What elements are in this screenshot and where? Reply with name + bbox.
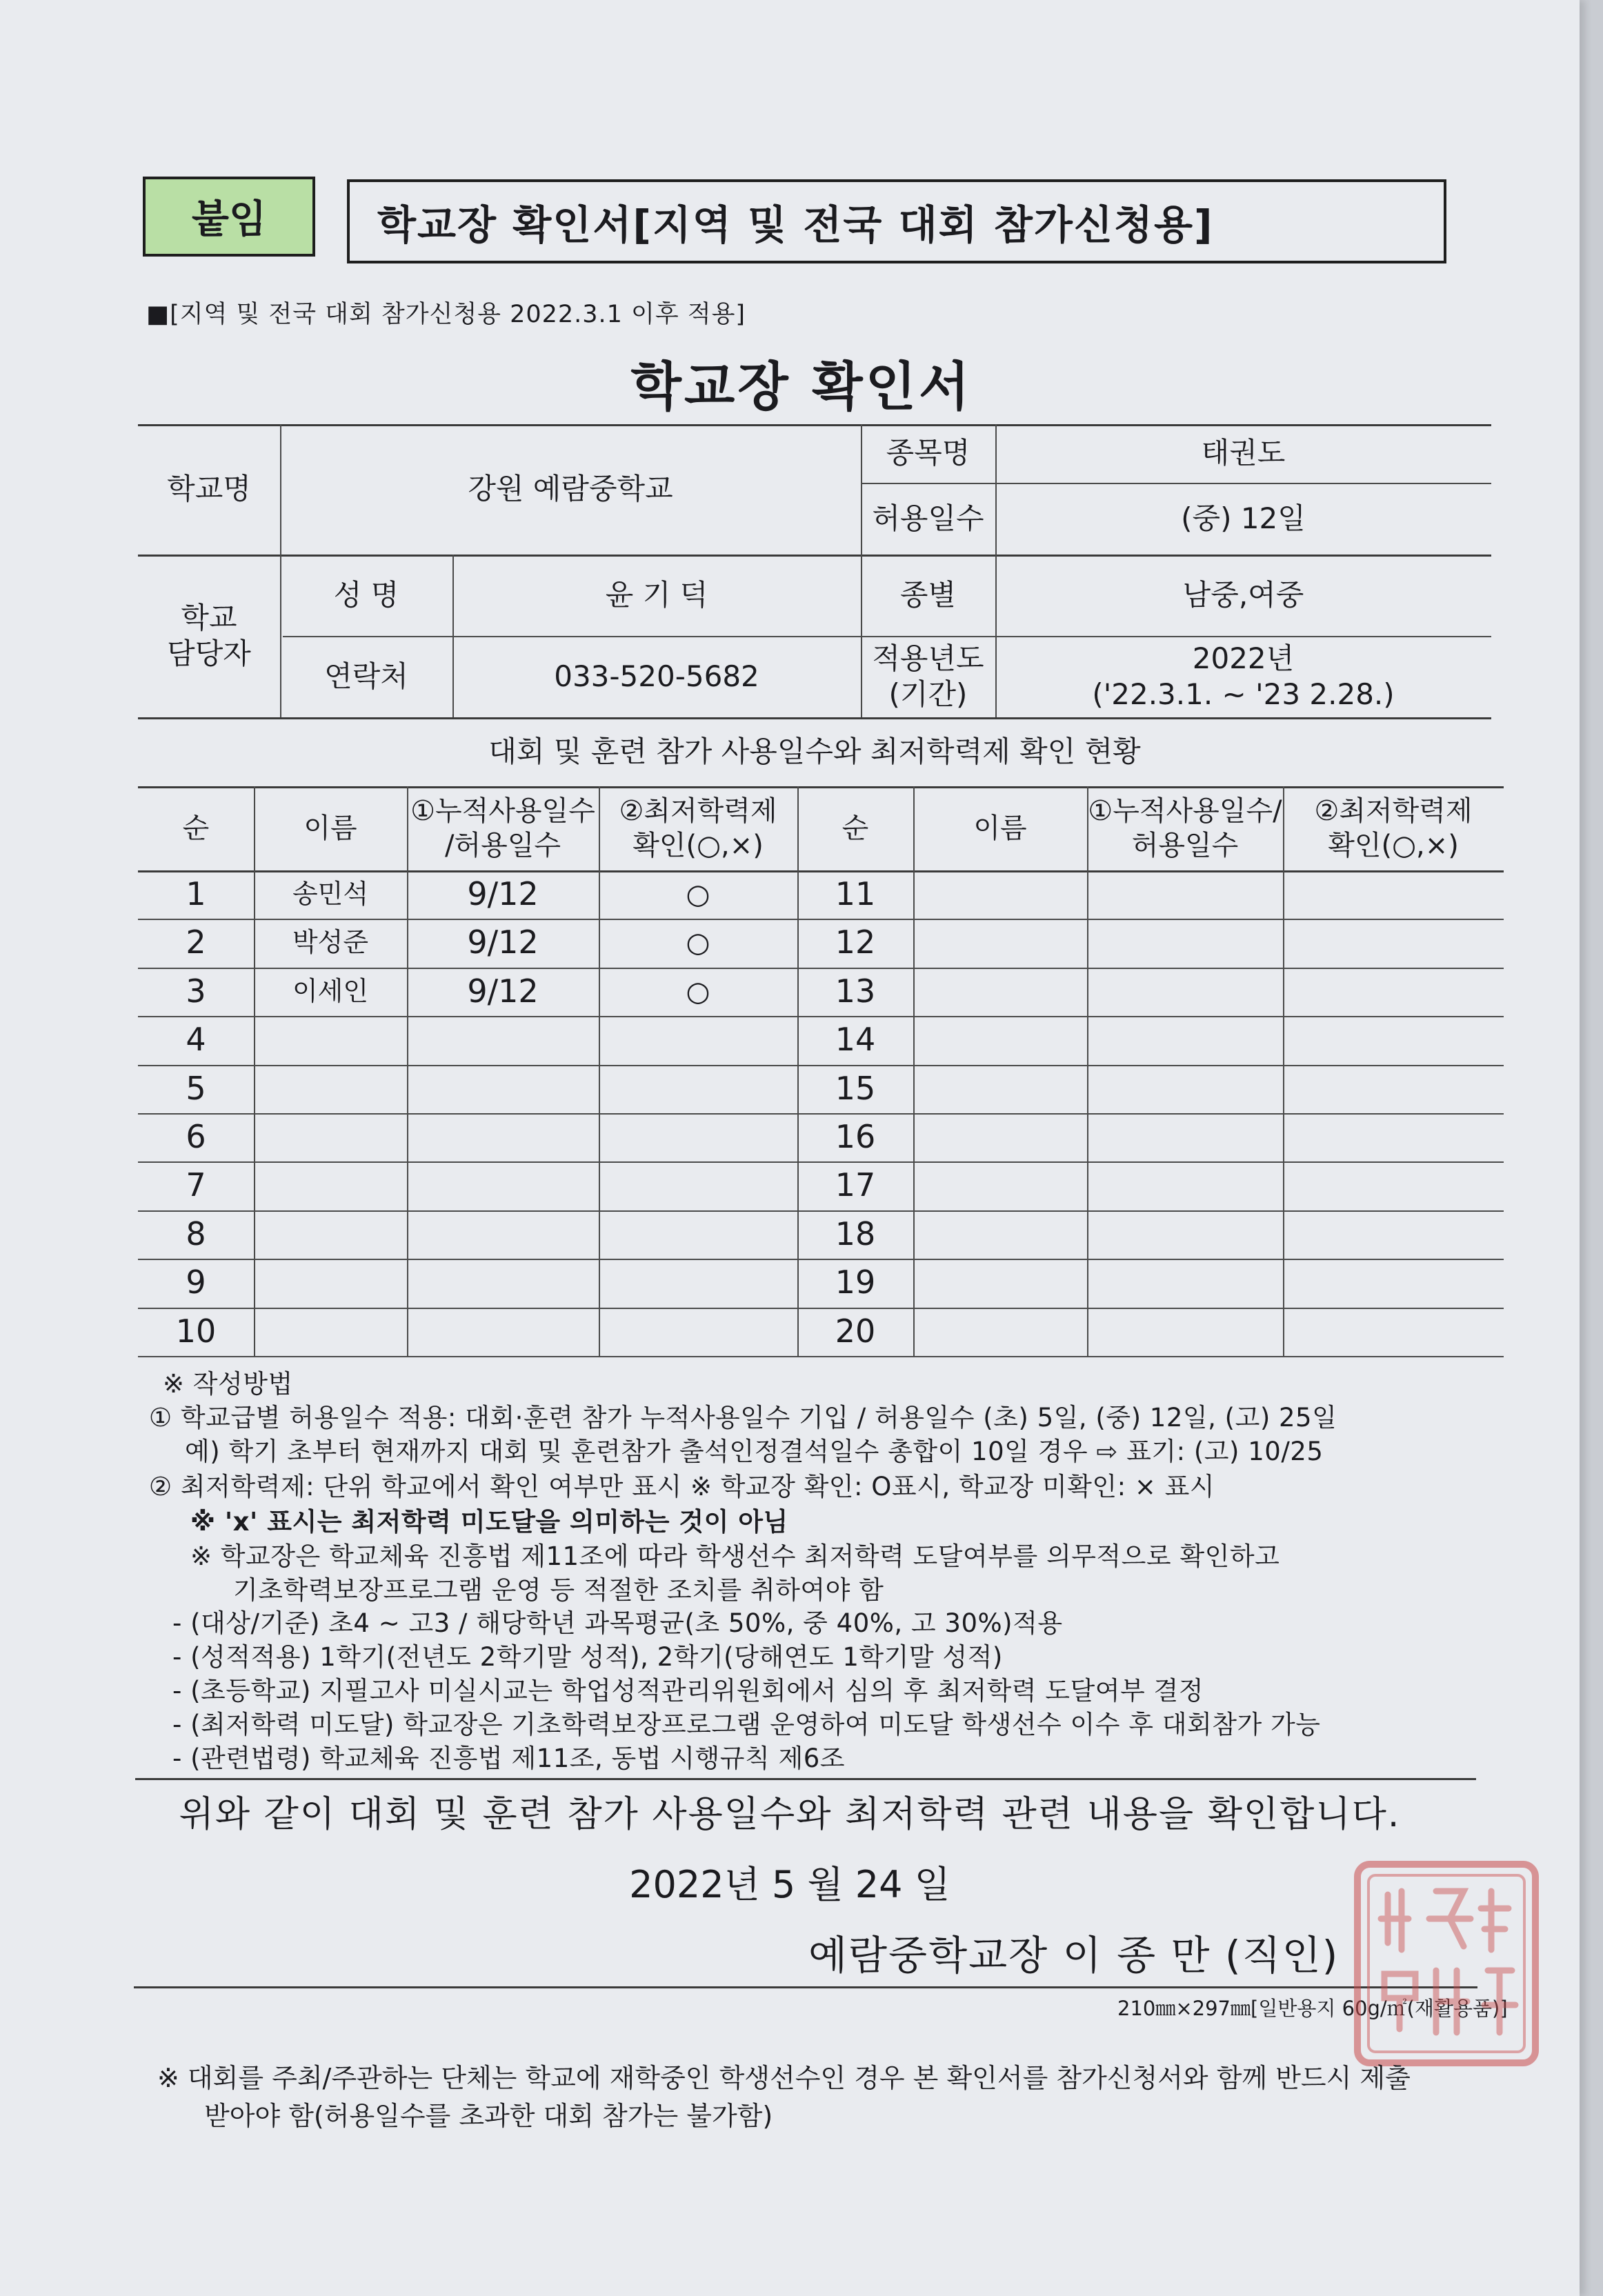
table-rule <box>138 1356 1504 1357</box>
manager-name-label: 성 명 <box>333 577 399 612</box>
academic-check: ○ <box>686 879 710 910</box>
academic-check <box>599 1016 797 1064</box>
note-1: ① 학교급별 허용일수 적용: 대회·훈련 참가 누적사용일수 기입 / 허용일수 (초) 5일, (중) 12일, (고) 25일 <box>149 1403 1337 1432</box>
academic-check <box>599 1161 797 1210</box>
academic-check: ○ <box>686 976 710 1008</box>
sport-label: 종목명 <box>886 436 970 470</box>
official-seal-stamp <box>1353 1860 1540 2067</box>
row-number: 8 <box>186 1215 206 1253</box>
table-header-right: ②최저학력제 확인(○,×) <box>1314 795 1473 861</box>
table-header-left: 이름 <box>303 812 357 844</box>
row-number: 10 <box>175 1312 217 1350</box>
detail-target: - (대상/기준) 초4 ~ 고3 / 해당학년 과목평균(초 50%, 중 40%, 고 30%)적용 <box>172 1608 1063 1638</box>
footnote <box>157 2059 1411 2135</box>
row-number: 14 <box>835 1021 876 1059</box>
row-number: 2 <box>186 924 206 961</box>
table-rule <box>1283 786 1284 1356</box>
confirmation-date: 2022년 5 월 24 일 <box>629 1863 950 1906</box>
row-number: 16 <box>835 1118 876 1156</box>
academic-check <box>599 1065 797 1113</box>
row-number: 18 <box>835 1215 876 1253</box>
student-name: 이세인 <box>292 976 369 1007</box>
table-header-right: 이름 <box>973 812 1027 844</box>
student-name <box>254 1016 407 1064</box>
category-label: 종별 <box>899 577 957 612</box>
row-number: 13 <box>835 972 876 1010</box>
table-header-left: ②최저학력제 확인(○,×) <box>619 795 777 861</box>
row-number: 6 <box>186 1118 206 1156</box>
used-days <box>407 1308 599 1356</box>
used-days <box>407 1065 599 1113</box>
header-title: 학교장 확인서[지역 및 전국 대회 참가신청용] <box>347 179 1446 263</box>
student-name <box>254 1113 407 1161</box>
principal-signature-line: 예람중학교장 이 종 만 (직인) <box>808 1932 1340 1979</box>
apply-year-value: 2022년 ('22.3.1. ~ '23 2.28.) <box>1092 641 1395 711</box>
allowed-days-label: 허용일수 <box>872 501 984 535</box>
used-days: 9/12 <box>467 875 539 913</box>
note-1-example: 예) 학기 초부터 현재까지 대회 및 훈련참가 출석인정결석일수 총합이 10일 경우 ⇨ 표기: (고) 10/25 <box>185 1437 1324 1466</box>
confirmation-statement: 위와 같이 대회 및 훈련 참가 사용일수와 최저학력 관련 내용을 확인합니다. <box>179 1794 1401 1835</box>
manager-name-value: 윤 기 덕 <box>605 577 708 612</box>
table-rule <box>1087 786 1088 1356</box>
note-2: ② 최저학력제: 단위 학교에서 확인 여부만 표시 ※ 학교장 확인: O표시, 학교장 미확인: × 표시 <box>149 1472 1215 1501</box>
academic-check <box>599 1308 797 1356</box>
apply-year-label: 적용년도 (기간) <box>872 641 984 711</box>
note-2-duty-cont: 기초학력보장프로그램 운영 등 적절한 조치를 취하여야 함 <box>233 1575 884 1605</box>
table-header-right: 순 <box>842 812 869 844</box>
status-title: 대회 및 훈련 참가 사용일수와 최저학력제 확인 현황 <box>488 734 1141 768</box>
used-days: 9/12 <box>467 924 539 961</box>
school-name-label: 학교명 <box>167 472 251 506</box>
used-days <box>407 1113 599 1161</box>
student-name: 박성준 <box>292 927 369 958</box>
row-number: 4 <box>186 1021 206 1059</box>
manager-label: 학교 담당자 <box>167 600 251 670</box>
row-number: 1 <box>186 875 206 913</box>
student-name <box>254 1210 407 1259</box>
divider <box>134 1986 1477 1988</box>
student-name <box>254 1308 407 1356</box>
row-number: 9 <box>186 1264 206 1301</box>
student-name <box>254 1259 407 1307</box>
used-days <box>407 1161 599 1210</box>
school-name-value: 강원 예람중학교 <box>468 472 673 506</box>
category-value: 남중,여중 <box>1182 577 1304 612</box>
contact-value: 033-520-5682 <box>554 659 759 693</box>
row-number: 17 <box>835 1166 876 1204</box>
table-header-left: 순 <box>182 812 210 844</box>
row-number: 7 <box>186 1166 206 1204</box>
footnote-line-1: ※ 대회를 주최/주관하는 단체는 학교에 재학중인 학생선수인 경우 본 확인서를 참가신청서와 함께 반드시 제출 <box>157 2063 1411 2093</box>
table-rule <box>913 786 915 1356</box>
academic-check <box>599 1210 797 1259</box>
detail-not-reached: - (최저학력 미도달) 학교장은 기초학력보장프로그램 운영하여 미도달 학생선수 이수 후 대회참가 가능 <box>172 1710 1321 1739</box>
contact-label: 연락처 <box>324 659 408 693</box>
student-name <box>254 1065 407 1113</box>
detail-elementary: - (초등학교) 지필고사 미실시교는 학업성적관리위원회에서 심의 후 최저학력 도달여부 결정 <box>172 1676 1204 1706</box>
student-name <box>254 1161 407 1210</box>
academic-check <box>599 1259 797 1307</box>
used-days: 9/12 <box>467 972 539 1010</box>
footnote-line-2: 받아야 함(허용일수를 초과한 대회 참가는 불가함) <box>204 2101 773 2132</box>
student-name: 송민석 <box>292 879 369 910</box>
academic-check <box>599 1113 797 1161</box>
note-2-duty: ※ 학교장은 학교체육 진흥법 제11조에 따라 학생선수 최저학력 도달여부를 의무적으로 확인하고 <box>190 1541 1280 1571</box>
detail-law: - (관련법령) 학교체육 진흥법 제11조, 동법 시행규칙 제6조 <box>172 1744 846 1773</box>
page-title: 학교장 확인서 <box>630 356 973 417</box>
sport-value: 태권도 <box>1201 436 1286 470</box>
row-number: 20 <box>835 1312 876 1350</box>
attachment-tag: 붙임 <box>143 177 315 257</box>
applicability-note: ■[지역 및 전국 대회 참가신청용 2022.3.1 이후 적용] <box>146 301 746 328</box>
method-title: ※ 작성방법 <box>163 1369 293 1399</box>
row-number: 19 <box>835 1264 876 1301</box>
row-number: 15 <box>835 1070 876 1108</box>
row-number: 5 <box>186 1070 206 1108</box>
used-days <box>407 1259 599 1307</box>
used-days <box>407 1016 599 1064</box>
paper-spec: 210㎜×297㎜[일반용지 60g/㎡(재활용품)] <box>1117 1997 1508 2020</box>
table-header-left: ①누적사용일수 /허용일수 <box>410 795 595 861</box>
detail-grades: - (성적적용) 1학기(전년도 2학기말 성적), 2학기(당해연도 1학기말 성적) <box>172 1642 1003 1672</box>
row-number: 3 <box>186 972 206 1010</box>
row-number: 11 <box>835 875 876 913</box>
academic-check: ○ <box>686 927 710 959</box>
used-days <box>407 1210 599 1259</box>
allowed-days-value: (중) 12일 <box>1181 501 1306 535</box>
table-header-right: ①누적사용일수/ 허용일수 <box>1088 795 1282 861</box>
divider <box>135 1778 1476 1780</box>
row-number: 12 <box>835 924 876 961</box>
note-2-x-meaning: ※ 'x' 표시는 최저학력 미도달을 의미하는 것이 아님 <box>190 1507 788 1537</box>
